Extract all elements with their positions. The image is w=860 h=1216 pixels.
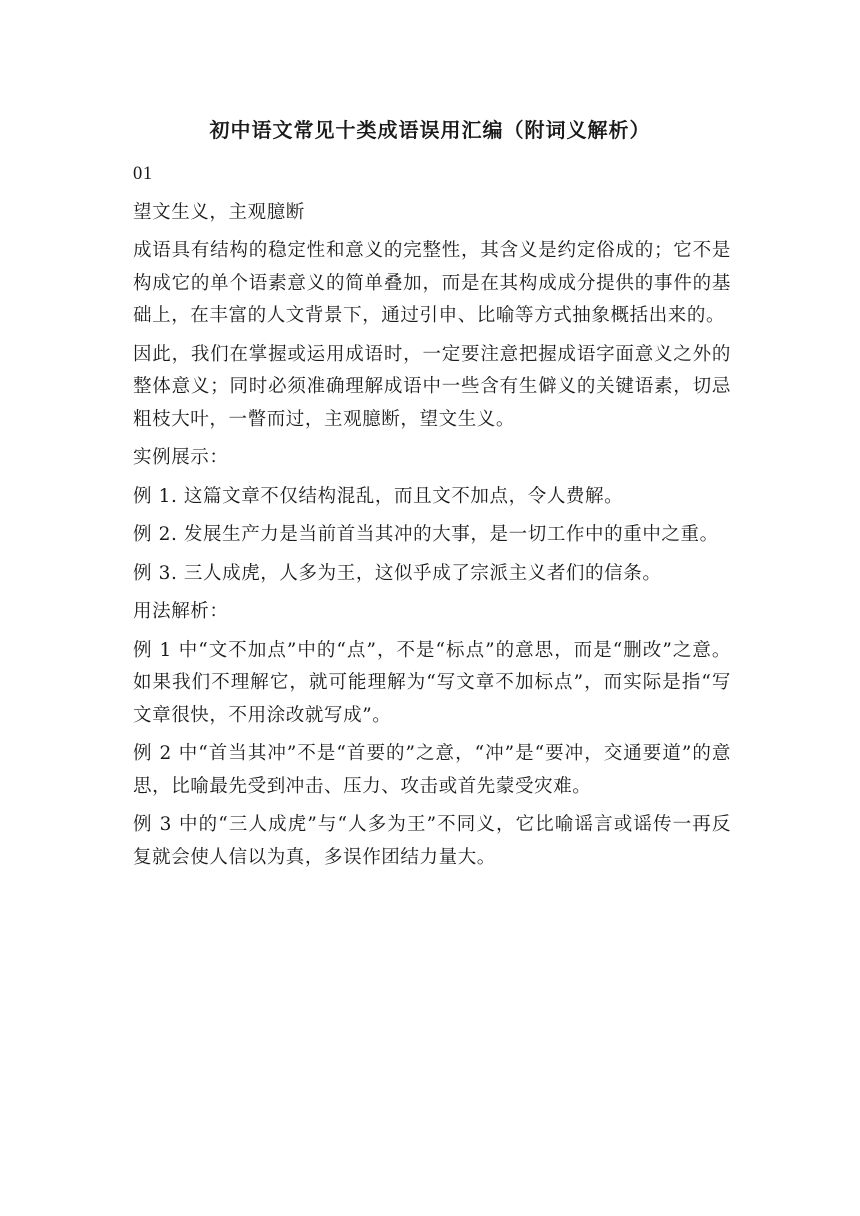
analysis-heading: 用法解析：	[133, 601, 229, 622]
analysis-paragraph: 例 3 中的“三人成虎”与“人多为王”不同义，它比喻谣言或谣传一再反复就会使人信以为真，多误作团结力量大。	[133, 814, 731, 868]
body-paragraph: 因此，我们在掌握或运用成语时，一定要注意把握成语字面意义之外的整体意义；同时必须准确理解成语中一些含有生僻义的关键语素，切忌粗枝大叶，一瞥而过，主观臆断，望文生义。	[133, 343, 731, 430]
section-heading: 望文生义，主观臆断	[133, 201, 305, 223]
example-item: 例 3. 三人成虎，人多为王，这似乎成了宗派主义者们的信条。	[133, 562, 662, 584]
examples-heading: 实例展示：	[133, 447, 229, 468]
analysis-paragraph: 例 1 中“文不加点”中的“点”，不是“标点”的意思，而是“删改”之意。如果我们不理解它，就可能理解为“写文章不加标点”，而实际是指“写文章很快，不用涂改就写成”。	[133, 639, 731, 726]
analysis-paragraph: 例 2 中“首当其冲”不是“首要的”之意，“冲”是“要冲，交通要道”的意思，比喻最先受到冲击、压力、攻击或首先蒙受灾难。	[133, 743, 731, 797]
section-number: 01	[133, 164, 153, 184]
example-item: 例 1. 这篇文章不仅结构混乱，而且文不加点，令人费解。	[133, 485, 624, 507]
example-item: 例 2. 发展生产力是当前首当其冲的大事，是一切工作中的重中之重。	[133, 524, 719, 545]
document-body	[133, 158, 731, 874]
body-paragraph: 成语具有结构的稳定性和意义的完整性，其含义是约定俗成的；它不是构成它的单个语素意义的简单叠加，而是在其构成成分提供的事件的基础上，在丰富的人文背景下，通过引申、比喻等方式抽象概括出来的。	[133, 240, 731, 326]
document-title: 初中语文常见十类成语误用汇编（附词义解析）	[209, 118, 651, 142]
